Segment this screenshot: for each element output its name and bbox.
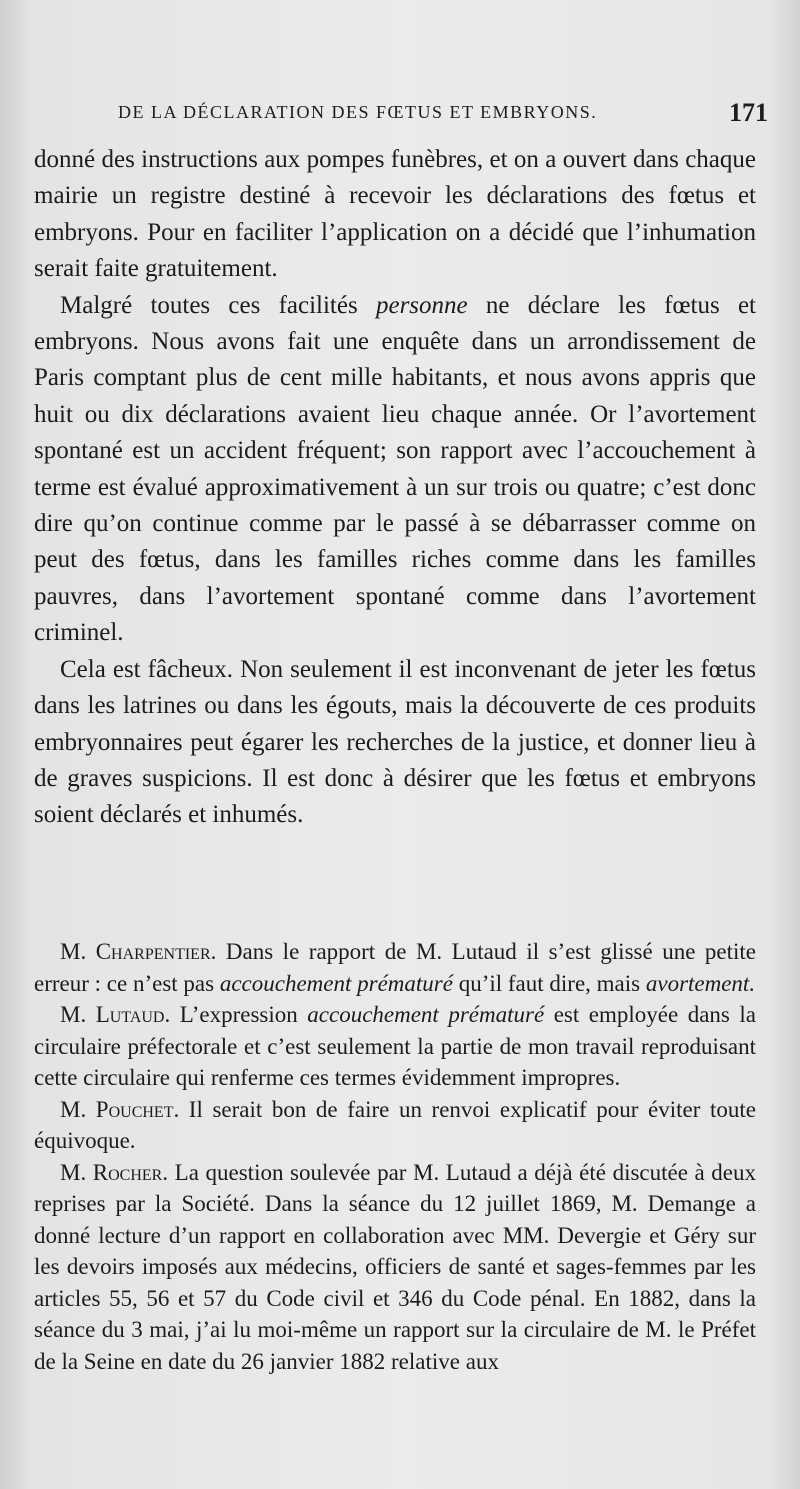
emphasis-term: accouchement prématuré — [219, 970, 453, 996]
text-run: Il serait bon de faire un renvoi explicatif pour éviter toute équivoque. — [34, 1096, 756, 1153]
discussion-section — [34, 936, 756, 1377]
emphasis-term: accouchement prématuré — [307, 1002, 545, 1027]
running-title: DE LA DÉCLARATION DES FŒTUS ET EMBRYONS. — [118, 102, 598, 122]
text-run: La question soulevée par M. Lutaud a déjà été discutée à deux reprises par la Société. Dans la séance du 12 juillet 1869, M. Demange a donné lecture d’un rapport en collaboration avec MM. Devergie et Géry sur les devoirs imposés aux médecins, officiers de santé et sages-femmes par les articles 55, 56 et 57 du Code civil et 346 du Code pénal. En 1882, dans la séance du 3 mai, j’ai lu moi-même un rapport sur la circulaire de M. le Préfet de la Seine en date du 26 janvier 1882 relative aux — [34, 1159, 756, 1374]
speaker-name: M. Pouchet. — [60, 1096, 180, 1122]
paragraph-facilites — [34, 288, 756, 652]
text-run: L’expression — [170, 1002, 308, 1027]
text-run: ne déclare les fœtus et embryons. Nous avons fait une enquête dans un arrondissement de Paris comptant plus de cent mille habitants, et nous avons appris que huit ou dix déclarations avaient lieu chaque année. Or l’avortement spontané est un accident fréquent; son rapport avec l’accouchement à terme est évalué approximativement à un sur trois ou quatre; c’est donc dire qu’on continue comme par le passé à se débarrasser comme on peut des fœtus, dans les familles riches comme dans les familles pauvres, dans l’avortement spontané comme dans l’avortement criminel. — [34, 291, 756, 647]
text-run: est employée dans la circulaire préfectorale et c’est seulement la partie de mon travail reproduisant cette circulaire qui renferme ces termes évidemment impropres. — [34, 1002, 756, 1090]
text-run: qu’il faut dire, mais — [452, 970, 646, 996]
page-header — [118, 100, 768, 136]
remark-lutaud — [34, 999, 756, 1094]
emphasis-term: avortement. — [645, 970, 756, 996]
text-run: Dans le rapport de M. Lutaud il s’est glissé une petite erreur : ce n’est pas — [34, 939, 756, 996]
remark-pouchet — [34, 1094, 756, 1157]
speaker-name: M. Lutaud. — [60, 1002, 171, 1027]
text-run: Malgré toutes ces facilités — [60, 291, 376, 319]
speaker-name: M. Rocher. — [60, 1159, 169, 1185]
main-text — [34, 142, 756, 834]
paragraph-fachaux: Cela est fâcheux. Non seulement il est inconvenant de jeter les fœtus dans les latrines ou dans les égouts, mais la découverte de ces produits embryonnaires peut égarer les recherches de la justice, et donner lieu à de graves suspicions. Il est donc à désirer que les fœtus et embryons soient déclarés et inhumés. — [34, 655, 756, 829]
speaker-name: M. Charpentier. — [60, 939, 217, 964]
emphasis-personne: personne — [375, 291, 468, 319]
page-number: 171 — [729, 98, 768, 127]
remark-charpentier — [34, 936, 756, 999]
remark-rocher — [34, 1157, 756, 1378]
paragraph-continuation: donné des instructions aux pompes funèbres, et on a ouvert dans chaque mairie un registre destiné à recevoir les déclarations des fœtus et embryons. Pour en faciliter l’application on a décidé que l’inhumation serait faite gratuitement. — [34, 146, 756, 283]
